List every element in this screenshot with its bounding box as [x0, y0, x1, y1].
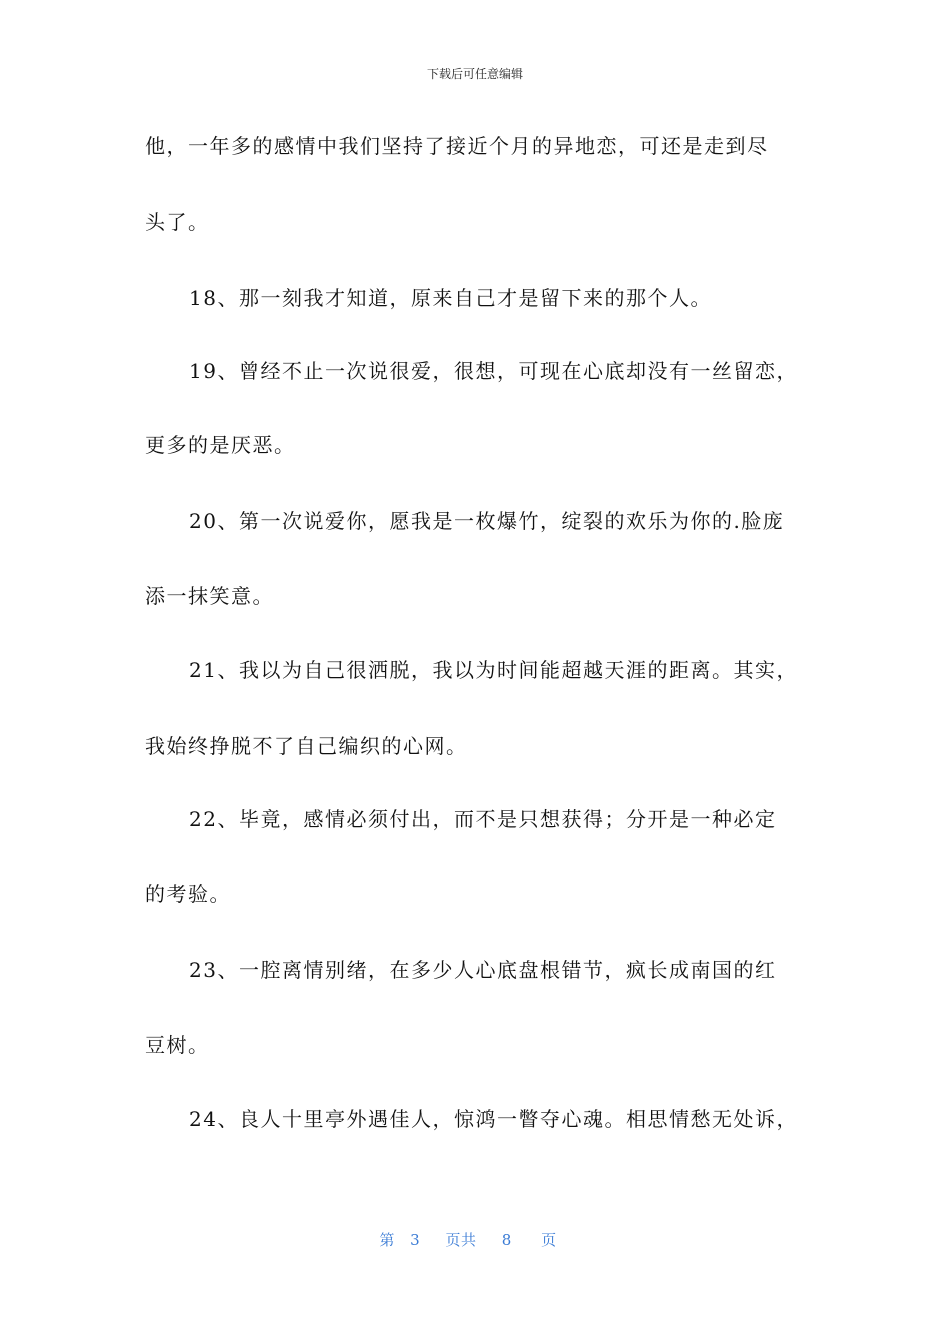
page-header: 下载后可任意编辑 — [426, 67, 523, 81]
paragraph-line: 豆树。 — [145, 1033, 210, 1057]
footer-current-page: 3 — [410, 1231, 421, 1249]
footer-word-end: 页 — [541, 1231, 557, 1249]
paragraph-line: 21、我以为自己很洒脱，我以为时间能超越天涯的距离。其实， — [189, 658, 798, 682]
paragraph-line: 24、良人十里亭外遇佳人，惊鸿一瞥夺心魂。相思情愁无处诉， — [189, 1107, 798, 1131]
paragraph-line: 20、第一次说爱你，愿我是一枚爆竹，绽裂的欢乐为你的.脸庞 — [189, 509, 785, 533]
footer-word-total: 页共 — [445, 1231, 477, 1249]
paragraph-line: 头了。 — [145, 210, 210, 234]
paragraph-line: 19、曾经不止一次说很爱，很想，可现在心底却没有一丝留恋， — [189, 359, 798, 383]
paragraph-line: 22、毕竟，感情必须付出，而不是只想获得；分开是一种必定 — [189, 807, 777, 831]
paragraph-line: 他，一年多的感情中我们坚持了接近个月的异地恋，可还是走到尽 — [145, 134, 769, 158]
page-footer — [0, 1230, 950, 1250]
paragraph-line: 的考验。 — [145, 882, 231, 906]
footer-total-pages: 8 — [501, 1231, 512, 1249]
footer-word-page: 第 — [379, 1231, 395, 1249]
paragraph-line: 更多的是厌恶。 — [145, 433, 296, 457]
paragraph-line: 添一抹笑意。 — [145, 584, 274, 608]
paragraph-line: 23、一腔离情别绪，在多少人心底盘根错节，疯长成南国的红 — [189, 958, 777, 982]
paragraph-line: 18、那一刻我才知道，原来自己才是留下来的那个人。 — [189, 286, 712, 310]
paragraph-line: 我始终挣脱不了自己编织的心网。 — [145, 734, 468, 758]
